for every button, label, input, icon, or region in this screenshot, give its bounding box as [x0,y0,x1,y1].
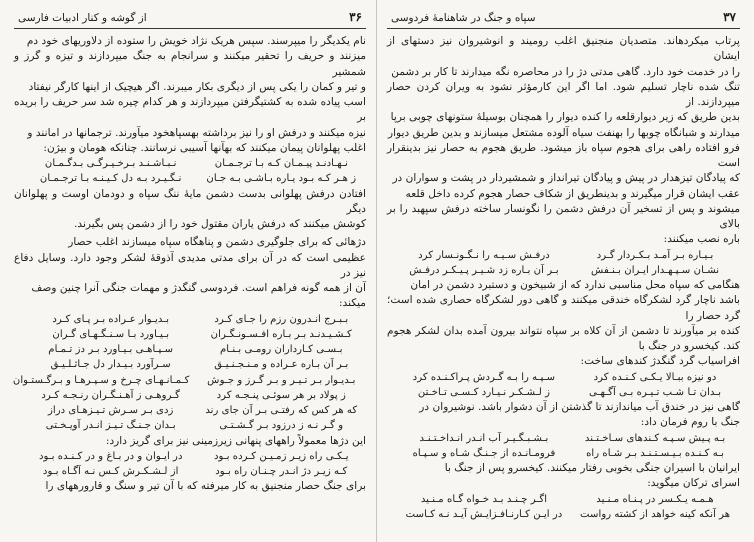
verse-couplet [387,492,740,507]
text-line: اسب پیاده شده به کشتیگرفتن میپردازند و هر کدام چیره شد سر حریف را بریده بر [14,96,366,124]
hemistich-second: درفـش سـیـه را نـگـونـسار کرد [418,249,550,261]
verse-couplet [14,418,366,433]
hemistich-first: نـهـادنـد پیـمـان کـه بـا ترجـمـان [214,158,348,169]
verse-couplet [14,357,366,372]
paragraph [14,187,366,233]
hemistich-second: نـبـاشـنـد بـرخـیـرگـی بـدگـمـان [44,158,177,169]
hemistich-second: بـر آن بـاره زد شـیـر پـیـکـر درفـش [409,264,559,276]
hemistich-second: در ایـن کـارنـافـزایـش آیـد نـه کـاست [405,508,563,520]
hemistich-first: بـبـرج انـدرون رزم را جـای کـرد [214,313,349,325]
paragraph [387,461,740,492]
hemistich-first: و گـر نـه ز درزود بـر گـشـتـی [219,420,344,432]
paragraph [387,278,740,370]
text-line: اغلب پهلوانان پیمان میکنند که بهآنها آسیبی نرسانند. چنانکه هومان و بیژن: [43,141,366,154]
verse-couplet [14,464,366,479]
hemistich-second: از لـشـکـرش کـس نـه آگـاه بـود [42,466,179,477]
text-line: باره نصب میکنند: [663,233,740,246]
text-line: آن از همه گونه فراهم است. فردوسی گنگدژ و مهمات جنگی آنرا چنین وصف [31,282,366,294]
verse-couplet [14,327,366,342]
verse-couplet [387,431,740,446]
verse-couplet [14,403,366,418]
text-line: و تیر و کمان را یکی پس از دیگری بکار میبرند. اگر هیچیک از اینها کارگر نیفتاد [28,80,366,93]
hemistich-second: گـروهـی ز آهـنـگـران رنـجـه کـرد [41,389,181,401]
verse-couplet [387,263,740,278]
text-line: افراسیاب گرد گنگدژ کندهای ساخت: [580,355,740,368]
paragraph [14,34,366,156]
verse-couplet [387,446,740,461]
hemistich-first: بـه کـنـده بـیـسـتـنـد بـر شـاه راه [586,447,725,459]
text-line: میکند: [338,297,366,310]
text-line: اسرای ترکان میگوید: [647,477,740,490]
text-line: میشوند و پس از تسخیر آن درفش دشمن را نگونسار ساخته درفش سپهبد را بر بالای [387,202,740,230]
hemistich-first: ز هـر کـه بـود یـاره بـاشـی بـه جـان [206,173,357,185]
hemistich-second: بـیـاورد بـا سـنـگـهـای گـران [52,328,170,340]
hemistich-first: بـیـاره بـر آمـد بـکـردار گـرد [596,249,714,261]
hemistich-first: که هر کس که رفتـی بـر آن جای رند [205,405,358,416]
text-line: ایرانیان با اسیران جنگی بخوبی رفتار میکنند. کیخسرو پس از جنگ با [444,462,740,474]
hemistich-first: هر آنکه کینه خواهد از کشته رواست [579,508,731,520]
hemistich-first: کـه زیـر دژ انـدر چـنـان راه بـود [215,466,348,477]
hemistich-first: بـه پـیش سـپـه کـندهای سـاخـتـند [584,432,726,444]
hemistich-first: دو نیزه ببـالا یـکـی کـنـده کرد [593,371,717,383]
hemistich-first: بـر آن بـاره عـراده و مـنـجـنـیـق [214,359,349,371]
page-header [387,10,740,29]
hemistich-first: هـمـه یـکـسر در پـنـاه مـنـید [596,493,714,505]
text-line: را در خدمت خود دارد. گاهی مدتی دژ را در محاصره نگه میدارند تا کار بر دشمن [391,65,740,78]
hemistich-first: ز پولاد بر هر سوئـی پنـجـه کرد [216,389,346,401]
verse-couplet [387,248,740,263]
hemistich-second: سـرآورد بـیـدار دل جـاثـلـیـق [50,359,171,371]
verse-couplet [14,312,366,327]
hemistich-first: بـسـی کـارداران رومـی بـنـام [219,344,343,355]
hemistich-second: کـمـانـهـای چـرخ و سـپـرهـا و بـرگـستـوان [12,374,190,386]
paragraph [387,34,740,248]
text-line: دژهائی که برای جلوگیری دشمن و پناهگاه سپاه میسازند اغلب حصار [68,236,366,249]
text-line: که پیادگان تیزهدار در پیش و پیادگان تیرانداز و شمشیردار در پشت و سواران در [392,172,740,185]
verse-couplet [14,388,366,403]
text-line: نام یکدیگر را میپرسند. سپس هریک نژاد خویش را ستوده از دلاوریهای خود دم [26,35,366,47]
text-line: هنگامی که سپاه محل مناسبی ندارد که از شبیخون و دستبرد دشمن در امان [410,279,740,291]
text-line: تنگ شده ناچار تسلیم شود. اما اگر این کارمؤثر نشود به ویران کردن حصار میپردازند. از [387,80,740,108]
paragraph [387,400,740,431]
text-line: افتادن درفش پهلوانی بدست دشمن مایهٔ ننگ سپاه و دودمان اوست و پهلوانان دیگر [14,187,366,215]
hemistich-second: اگـر چـنـد بـد خـواه گـاه مـنـید [420,493,548,505]
running-title: از گوشه و کنار ادبیات فارسی [18,12,147,24]
text-line: جنگ با روم فرمان داد: [640,416,740,429]
text-line: میدارند و شبانگاه چوبها را بهنفت سیاه آلوده مشتعل میسازند و بدین طریق دیوار [388,126,740,139]
page-header [14,10,366,29]
hemistich-first: بـدیـوار بـر تـیـر و بـر گـرز و جـوش [207,374,356,386]
hemistich-first: نشـان سـپـهـدار ایـران بـنـفش [590,264,720,276]
text-line: گاهی نیز در خندق آب میاندازند تا گذشتن از آن دشوار باشد. نوشیروان در [419,401,740,413]
text-line: پرتاب میکردهاند. متصدیان منجنیق اغلب رومیند و انوشیروان نیز دستهای از ایشان [387,35,740,63]
hemistich-second: ز لـشـکـر نـیـارد کـسـی تـاخـتن [417,386,551,398]
text-line: بدین طریق که زیر دیوارقلعه را کنده دیوار را همچنان بوسیلهٔ ستونهای چوبی برپا [390,111,740,124]
text-line: باشد ناچار گرد لشکرگاه خندقی میکنند و گاهی دور لشکرگاه حصاری شده است؛ گرد حصار را [387,294,740,322]
hemistich-second: زدی بـر سـرش تـیـزهـای دراز [47,405,174,416]
text-line: برای جنگ حصار منجنیق به کار میرفته که با آن تیر و سنگ و قارورههای را [45,480,366,493]
text-line: عظیمی است که در آن برای مدتی مدیدی آذوقهٔ لشکر وجود دارد. وسایل دفاع نیز در [14,251,366,279]
verse-couplet [14,373,366,388]
text-line: نیزه میکنند و درفش او را نیز برداشته بهسپاهخود میآورند. ترجمانها در امانند و [27,126,366,139]
verse-couplet [14,171,366,186]
hemistich-second: نـگـیـرد بـه دل کـیـنـه بـا ترجـمـان [39,173,182,185]
hemistich-second: فرومـانـده از جـنـگ شـاه و سـپـاه [412,447,556,459]
text-line: فرو افتاده راهی برای هجوم سپاه باز میشود. طریق هجوم به حصار نیز بدینقرار است [387,141,740,169]
text-line: این دژها معمولاً راههای پنهانی زیرزمینی نیز برای گریز دارد: [105,434,366,447]
paragraph [14,235,366,311]
verse-couplet [14,156,366,171]
hemistich-second: سـپـه را بـه گـردش پـراکـنـده کرد [412,371,556,383]
verse-couplet [14,449,366,464]
hemistich-first: کـشـیـدنـد بـر بـاره افـسـونـگـران [210,328,352,340]
verse-couplet [387,507,740,522]
hemistich-second: در ایـوان و در بـاغ و در کـنـده بـود [38,450,183,462]
running-title: سپاه و جنگ در شاهنامهٔ فردوسی [391,12,536,24]
hemistich-first: یـکـی راه زیـر زمـیـن کـرده بـود [213,450,349,462]
text-line: عقب ایشان قرار میگیرند و بدینطریق از شکاف حصار هجوم کرده داخل قلعه [405,187,740,200]
text-line: کنده بر میآورند تا دشمن از آن کلاه بر سپاه نتواند بیرون آمده بدان لشکر هجوم کند. کیخسرو در جنگ با [387,324,740,352]
verse-couplet [14,342,366,357]
right-page [377,0,754,542]
text-line: کوشش میکنند که درفش یاران مقتول خود را از دشمن پس بگیرند. [74,218,366,230]
text-line: میزنند و حریف را تحقیر میکنند و سرانجام به جنگ میپردازند و تیزه و گرز و شمشیر [14,50,366,78]
page-body [387,34,740,522]
paragraph [14,479,366,494]
page-number: ۳۶ [349,10,362,24]
paragraph [14,434,366,449]
hemistich-second: بـدیـوار عـراده بـر پـای کـرد [52,313,170,325]
hemistich-second: بـدان جـنـگ تـیـز انـدر آویـخـتی [45,420,176,432]
hemistich-first: بـدان تـا شـب تـیـره بـی آگـهـی [588,386,722,398]
page-body [14,34,366,495]
verse-couplet [387,370,740,385]
verse-couplet [387,385,740,400]
hemistich-second: بـشـبـگـیـر آب انـدر انـداخـتـنـد [419,432,549,444]
page-number: ۳۷ [723,10,736,24]
hemistich-second: سـپـاهـی بـیـاورد بـر دز تـمـام [48,344,174,355]
